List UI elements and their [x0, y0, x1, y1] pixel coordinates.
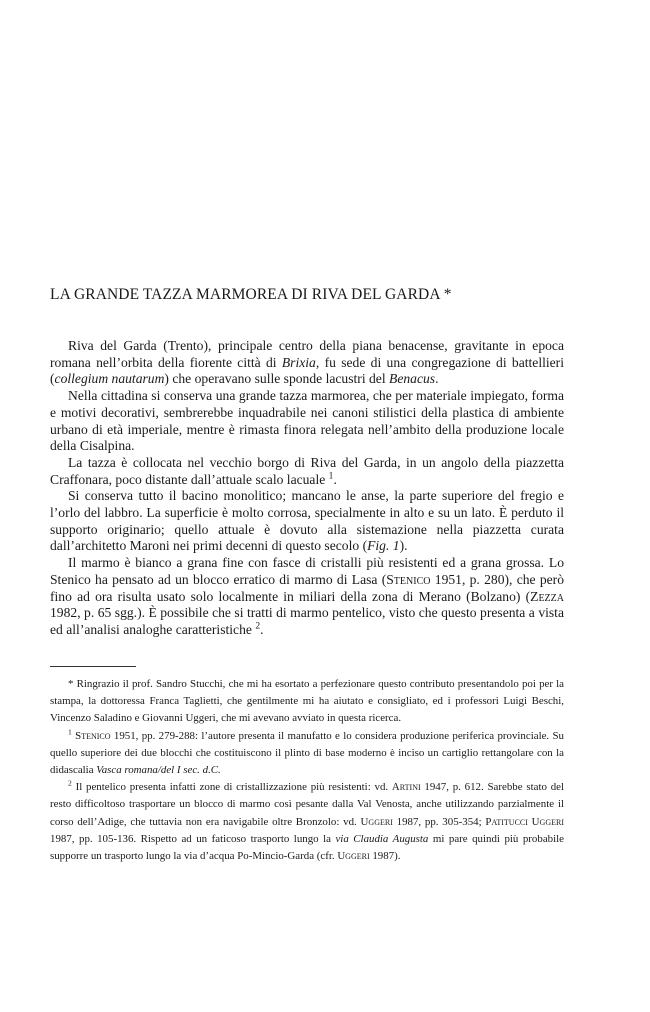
- paragraph-4: [50, 488, 564, 555]
- fn2-author-artini: Artini: [391, 781, 421, 794]
- paragraph-1: [50, 338, 564, 388]
- fn2-author-patitucci: Patitucci Uggeri: [485, 815, 564, 828]
- p1-brixia: Brixia: [281, 354, 316, 370]
- paragraph-3: [50, 455, 564, 488]
- footnote-2: [50, 779, 564, 865]
- p4-text-a: Si conserva tutto il bacino monolitico; mancano le anse, la parte superiore del fregio e l’orlo del labbro. La superficie è molto corrosa, specialmente in alto e su un lato. È perduto il supporto originario; quello attuale è dovuto alla sistemazione nella piazzetta curata dall’architetto Maroni nei primi decenni di questo secolo (: [50, 488, 564, 554]
- fn2-via-claudia: via Claudia Augusta: [335, 832, 429, 845]
- footnote-star: [50, 676, 564, 728]
- footnotes: [50, 676, 564, 865]
- page-title: [50, 286, 564, 304]
- p1-text-a: Riva del Garda (Trento), principale centro della piana benacense, gravitante in epoca romana nell’orbita della fiorente città di: [50, 338, 564, 370]
- footnote-1: [50, 728, 564, 780]
- p5-text-d: .: [260, 621, 264, 637]
- fn1-text-a: 1951, pp. 279-288: l’autore presenta il manufatto e lo considera produzione periferica provinciale. Su quello superiore dei due blocchi che costituiscono il plinto di base moderno è inciso un cartiglio rettangolare con la didascalia: [50, 729, 564, 777]
- fn1-caption: Vasca romana/del I sec. d.C.: [96, 764, 221, 777]
- footnote-ref-2: 2: [255, 621, 261, 632]
- p4-text-b: ).: [399, 538, 408, 554]
- fn2-text-d: 1987, pp. 105-136. Rispetto ad un faticoso trasporto lungo la: [50, 832, 336, 845]
- fn2-text-f: 1987).: [369, 850, 401, 863]
- title-footnote-mark: *: [443, 286, 452, 303]
- fn2-text-c: 1987, pp. 305-354;: [392, 815, 486, 828]
- p1-collegium: collegium nautarum: [54, 371, 165, 387]
- footnote-1-mark: 1: [68, 726, 72, 736]
- p1-text-c: ) che operavano sulle sponde lacustri del: [164, 371, 390, 387]
- body-text: [50, 338, 564, 639]
- paragraph-2: Nella cittadina si conserva una grande tazza marmorea, che per materiale impiegato, forma e motivi decorativi, sembrerebbe inquadrabile nei canoni stilistici della plastica di ambiente urbano di età imperiale, mentre è rimasta finora relegata nell’ambito della produzione locale della Cisalpina.: [50, 388, 564, 454]
- title-text: LA GRANDE TAZZA MARMOREA DI RIVA DEL GARDA: [50, 286, 440, 303]
- p5-text-b: 1951, p. 280), che però fino ad ora risulta usato solo localmente in miliari della zona di Merano (Bolzano) (: [50, 571, 565, 604]
- figure-ref: Fig. 1: [367, 538, 400, 554]
- footnote-2-mark: 2: [68, 778, 72, 788]
- paragraph-5: [50, 555, 564, 639]
- p3-text-b: .: [333, 471, 337, 487]
- footnote-star-mark: *: [68, 678, 74, 690]
- fn1-author-stenico: Stenico: [75, 729, 111, 742]
- fn2-text-e: mi pare quindi più probabile supporre un trasporto lungo la via d’acqua Po-Mincio-Garda (cfr.: [50, 832, 564, 863]
- fn2-text-b: 1947, p. 612. Sarebbe stato del resto difficoltoso trasportare un blocco di marmo così pesante dalla Val Venosta, anche utilizzando parzialmente il corso dell’Adige, che tuttavia non era navigabile oltre Bronzolo: vd.: [50, 781, 565, 828]
- p1-text-b: , fu sede di una congregazione di battellieri (: [50, 354, 564, 387]
- footnote-star-text: Ringrazio il prof. Sandro Stucchi, che mi ha esortato a perfezionare questo contributo presentandolo poi per la stampa, la dottoressa Franca Taglietti, che gentilmente mi ha aiutato e consigliato, ed i professori Luigi Beschi, Vincenzo Saladino e Giovanni Uggeri, che mi avevano avviato in questa ricerca.: [50, 678, 564, 725]
- p1-benacus: Benacus: [389, 371, 436, 387]
- p5-text-a: Il marmo è bianco a grana fine con fasce di cristalli più resistenti ed a grana grossa. Lo Stenico ha pensato ad un blocco erratico di marmo di Lasa (: [50, 555, 564, 587]
- p3-text-a: La tazza è collocata nel vecchio borgo di Riva del Garda, in un angolo della piazzetta Craffonara, poco distante dall’attuale scalo lacuale: [50, 454, 564, 487]
- fn2-author-uggeri-2: Uggeri: [337, 850, 370, 863]
- fn2-author-uggeri: Uggeri: [360, 815, 393, 828]
- p5-author-zezza: Zezza: [530, 588, 564, 604]
- p1-text-d: .: [435, 371, 439, 387]
- p5-author-stenico: Stenico: [386, 571, 431, 587]
- footnote-separator: [50, 666, 136, 667]
- footnote-ref-1: 1: [328, 471, 334, 482]
- document-page: [50, 0, 564, 1012]
- p5-text-c: 1982, p. 65 sgg.). È possibile che si tratti di marmo pentelico, visto che questo presenta a vista ed all’analisi analoghe caratteristiche: [50, 605, 564, 637]
- fn2-text-a: Il pentelico presenta infatti zone di cristallizzazione più resistenti: vd.: [71, 781, 392, 794]
